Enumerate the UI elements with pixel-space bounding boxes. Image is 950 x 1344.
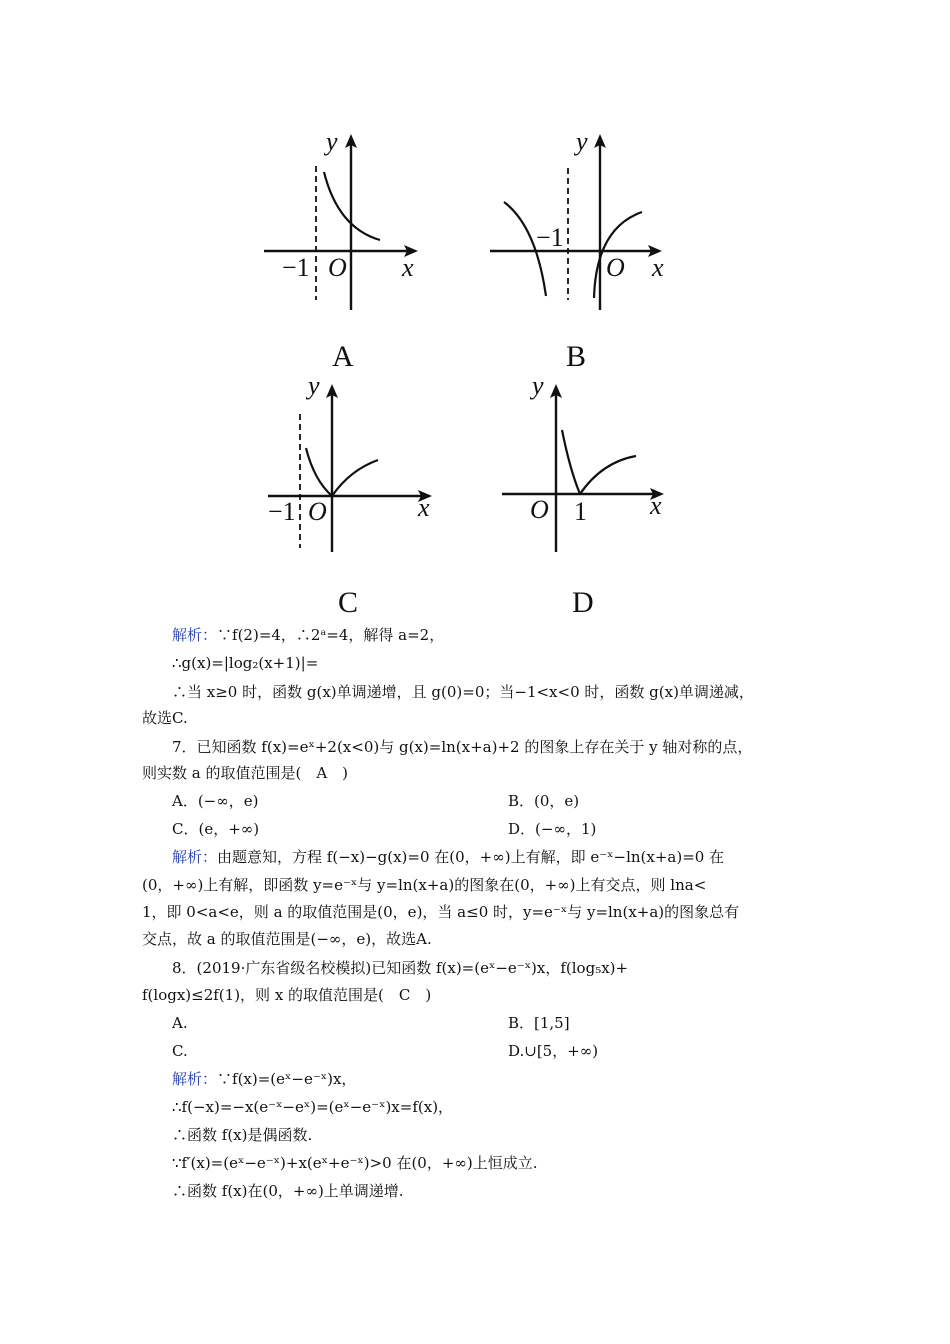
solution-label: 解析： [172,848,218,866]
q7-stem-line2: 则实数 a 的取值范围是( A ) [142,764,349,782]
q8-solution-line5: ∴函数 f(x)在(0，+∞)上单调递增. [172,1182,404,1200]
graph-c [264,370,439,555]
origin-label: O [308,497,327,526]
q7-option-a: A．(−∞，e) [172,792,259,810]
y-label: y [326,127,338,156]
caption-b: B [566,340,587,373]
x-label: x [418,493,430,522]
q6-solution-line3: ∴当 x≥0 时，函数 g(x)单调递增，且 g(0)=0；当−1<x<0 时，函数 g(x)单调递减， [172,683,754,701]
q8-solution-line1: 解析：∵f(x)=(eˣ−e⁻ˣ)x， [172,1070,357,1088]
q8-option-b: B．[1,5] [508,1014,570,1032]
graph-a [260,128,430,313]
q6-solution-line2: ∴g(x)=|log₂(x+1)|= [172,654,319,672]
q8-option-d: D.∪[5，+∞) [508,1042,599,1060]
curve-right [580,456,636,494]
neg-one-label: −1 [268,497,296,526]
q7-option-b: B．(0，e) [508,792,580,810]
q7-option-d: D．(−∞，1) [508,820,597,838]
q8-option-c: C. [172,1042,188,1060]
q8-solution-line4: ∵f′(x)=(eˣ−e⁻ˣ)+x(eˣ+e⁻ˣ)>0 在(0，+∞)上恒成立. [172,1154,538,1172]
q8-option-a: A. [172,1014,188,1032]
q8-stem-line1: 8．(2019·广东省级名校模拟)已知函数 f(x)=(eˣ−e⁻ˣ)x，f(log₅x)+ [172,959,629,977]
q6-solution-line4: 故选C. [142,709,188,727]
one-label: 1 [574,497,587,526]
q8-solution-line2: ∴f(−x)=−x(e⁻ˣ−eˣ)=(eˣ−e⁻ˣ)x=f(x)， [172,1098,454,1116]
curve-right [332,460,378,496]
caption-a: A [332,340,354,373]
q8-stem-line2: f(logx)≤2f(1)，则 x 的取值范围是( C ) [142,986,432,1004]
q7-stem-line1: 7．已知函数 f(x)=eˣ+2(x<0)与 g(x)=ln(x+a)+2 的图象上存在关于 y 轴对称的点， [172,738,753,756]
solution-label: 解析： [172,626,218,644]
q7-solution-line1: 解析：由题意知，方程 f(−x)−g(x)=0 在(0，+∞)上有解，即 e⁻ˣ−ln(x+a)=0 在 [172,848,725,866]
neg-one-label: −1 [536,223,564,252]
q6-solution-line1: 解析：∵f(2)=4，∴2ᵃ=4，解得 a=2， [172,626,445,644]
q7-solution-line2: (0，+∞)上有解，即函数 y=e⁻ˣ与 y=ln(x+a)的图象在(0，+∞)上有交点，则 lna< [142,876,707,894]
curve-left [306,448,332,496]
y-label: y [576,127,588,156]
graph-d [498,370,673,555]
x-label: x [402,253,414,282]
solution-label: 解析： [172,1070,218,1088]
y-label: y [308,371,320,400]
caption-c: C [338,586,359,619]
y-label: y [532,371,544,400]
q7-solution-line3: 1，即 0<a<e，则 a 的取值范围是(0，e)，当 a≤0 时，y=e⁻ˣ与 y=ln(x+a)的图象总有 [142,903,740,921]
x-label: x [650,491,662,520]
curve-left [562,430,580,494]
origin-label: O [328,253,347,282]
caption-d: D [572,586,594,619]
q7-option-c: C．(e，+∞) [172,820,260,838]
x-label: x [652,253,664,282]
neg-one-label: −1 [282,253,310,282]
origin-label: O [606,253,625,282]
q8-solution-line3: ∴函数 f(x)是偶函数. [172,1126,313,1144]
graph-b [486,128,671,313]
origin-label: O [530,495,549,524]
q7-solution-line4: 交点，故 a 的取值范围是(−∞，e)，故选A. [142,930,432,948]
